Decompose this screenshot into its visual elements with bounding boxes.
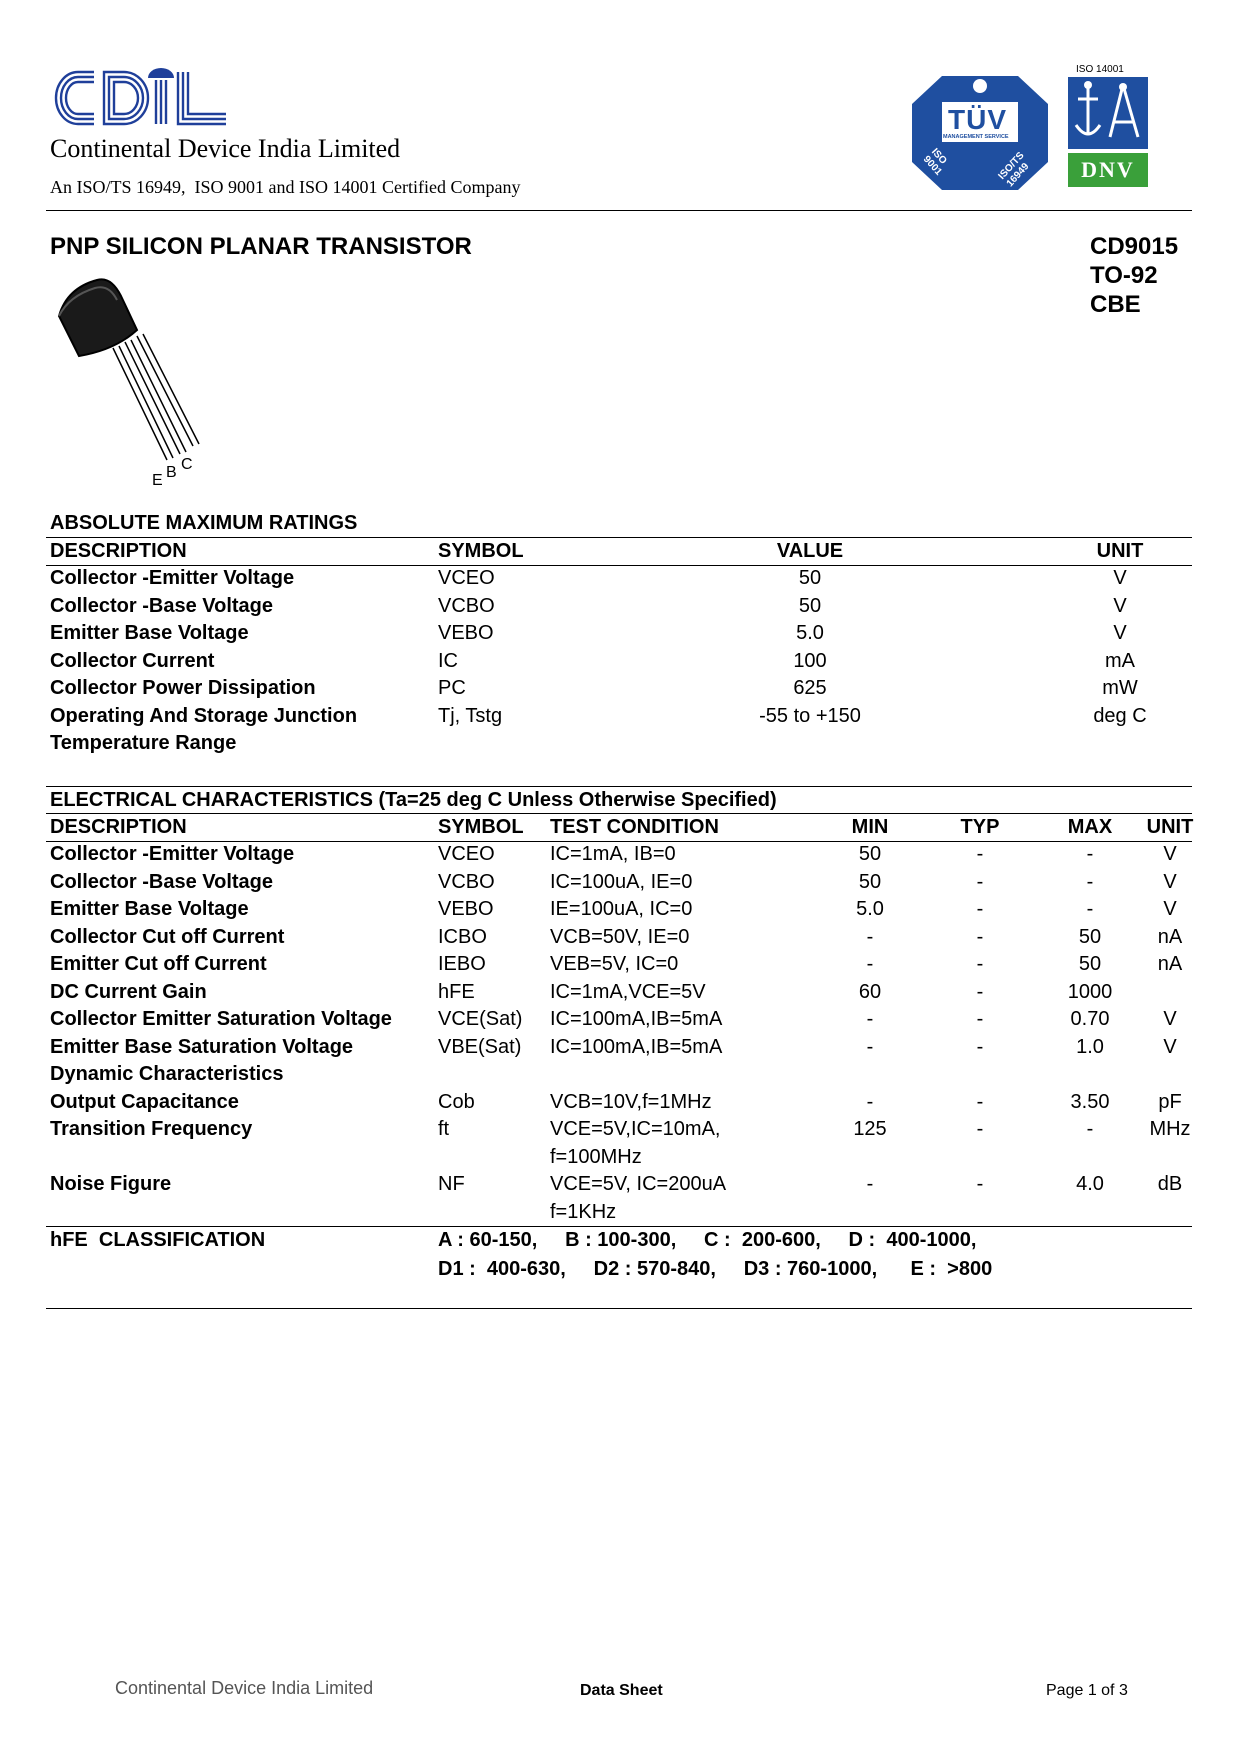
table-row xyxy=(50,1063,1190,1091)
pin-label-e: E xyxy=(152,472,163,489)
cell-unit: pF xyxy=(1158,1090,1182,1113)
cell-unit: V xyxy=(1163,843,1177,865)
cell-value: 50 xyxy=(798,567,822,589)
col-test-condition: TEST CONDITION xyxy=(550,816,719,838)
cell-unit: dB xyxy=(1157,1173,1183,1195)
elec-header-rule xyxy=(46,841,1192,842)
cell-test-condition: f=100MHz xyxy=(550,1145,642,1168)
cell-test-condition: IC=100mA,IB=5mA xyxy=(550,1035,723,1058)
cell-typ: - xyxy=(976,1173,984,1195)
hfe-label: hFE CLASSIFICATION xyxy=(50,1229,266,1251)
tuv-iso-right: ISO/TS 16949 xyxy=(996,150,1032,190)
cell-description: Collector -Base Voltage xyxy=(50,870,274,893)
cell-symbol: VCEO xyxy=(438,843,495,865)
cell-test-condition: IE=100uA, IC=0 xyxy=(550,898,693,920)
cell-value: -55 to +150 xyxy=(759,704,861,727)
elec-top-rule xyxy=(46,786,1192,787)
cell-description: Collector -Emitter Voltage xyxy=(50,567,295,589)
col-max: MAX xyxy=(1067,816,1113,838)
cell-symbol: PC xyxy=(438,677,466,699)
product-title: PNP SILICON PLANAR TRANSISTOR xyxy=(50,233,472,260)
table-row xyxy=(50,1091,1190,1119)
cell-min: - xyxy=(866,1173,874,1195)
cell-test-condition: IC=100mA,IB=5mA xyxy=(550,1008,723,1030)
cell-min: 5.0 xyxy=(856,898,884,920)
elec-header-row xyxy=(50,816,1194,844)
col-unit: UNIT xyxy=(1146,816,1194,838)
cell-typ: - xyxy=(976,1118,984,1140)
cell-typ: - xyxy=(976,953,984,975)
cell-test-condition: VEB=5V, IC=0 xyxy=(550,953,679,975)
elec-title-rule xyxy=(46,813,1192,814)
company-name: Continental Device India Limited xyxy=(50,134,401,163)
tuv-text: TÜV xyxy=(948,104,1007,135)
cell-unit: nA xyxy=(1157,925,1183,948)
dnv-text: DNV xyxy=(1081,157,1135,182)
iso14001-label: ISO 14001 xyxy=(1076,64,1124,75)
hfe-bottom-rule xyxy=(46,1308,1192,1309)
cell-max: 50 xyxy=(1078,953,1102,975)
cell-description: Collector Power Dissipation xyxy=(50,677,316,699)
cell-symbol: VCEO xyxy=(438,567,495,589)
cell-min: 60 xyxy=(858,980,882,1003)
cell-test-condition: VCE=5V, IC=200uA xyxy=(550,1173,727,1195)
cell-description: Collector Current xyxy=(50,649,215,672)
cell-symbol: Cob xyxy=(438,1090,475,1113)
cell-max: 1.0 xyxy=(1076,1035,1104,1058)
cell-description: Collector Emitter Saturation Voltage xyxy=(50,1008,392,1030)
table-row xyxy=(50,595,1190,623)
cell-max: 1000 xyxy=(1067,980,1113,1003)
cell-max: 3.50 xyxy=(1070,1090,1110,1113)
cell-description: Noise Figure xyxy=(50,1173,172,1195)
cell-max: - xyxy=(1086,870,1094,893)
cell-unit: V xyxy=(1163,898,1177,920)
hfe-line-2: D1 : 400-630, D2 : 570-840, D3 : 760-1000, E : >800 xyxy=(438,1258,993,1280)
cell-max: - xyxy=(1086,898,1094,920)
abs-max-title: ABSOLUTE MAXIMUM RATINGS xyxy=(50,512,358,534)
cell-symbol: hFE xyxy=(438,980,475,1003)
col-description: DESCRIPTION xyxy=(50,540,187,562)
table-row xyxy=(50,705,1190,733)
table-row xyxy=(50,898,1190,926)
table-row xyxy=(50,567,1190,595)
cell-typ: - xyxy=(976,980,984,1003)
tuv-sub: MANAGEMENT SERVICE xyxy=(943,134,1009,140)
col-symbol: SYMBOL xyxy=(438,540,524,562)
cell-description: Output Capacitance xyxy=(50,1090,239,1113)
cell-unit: deg C xyxy=(1093,704,1147,727)
header-divider xyxy=(46,210,1192,211)
cell-min: - xyxy=(866,1035,874,1058)
table-row xyxy=(50,1173,1190,1201)
cell-symbol: IC xyxy=(438,649,458,672)
cell-min: - xyxy=(866,925,874,948)
cell-test-condition: f=1KHz xyxy=(550,1200,617,1223)
abs-max-header-row xyxy=(50,540,1190,568)
cell-description: Collector -Emitter Voltage xyxy=(50,843,295,865)
cell-description: Collector -Base Voltage xyxy=(50,594,274,617)
cell-test-condition: VCB=50V, IE=0 xyxy=(550,925,690,948)
cell-description: Collector Cut off Current xyxy=(50,925,285,948)
cell-description: Temperature Range xyxy=(50,732,237,754)
cell-unit: V xyxy=(1163,1035,1177,1058)
cell-symbol: NF xyxy=(438,1173,465,1195)
cell-description: Transition Frequency xyxy=(50,1118,253,1140)
hfe-line-1: A : 60-150, B : 100-300, C : 200-600, D : 400-1000, xyxy=(438,1229,977,1251)
cell-test-condition: IC=1mA,VCE=5V xyxy=(550,980,706,1003)
cell-symbol: IEBO xyxy=(438,953,486,975)
cell-min: 125 xyxy=(853,1118,887,1140)
cell-test-condition: VCB=10V,f=1MHz xyxy=(550,1090,712,1113)
cell-description: Emitter Cut off Current xyxy=(50,953,267,975)
cell-min: - xyxy=(866,1008,874,1030)
col-typ: TYP xyxy=(960,816,1000,838)
footer-company: Continental Device India Limited xyxy=(115,1678,374,1698)
elec-title: ELECTRICAL CHARACTERISTICS (Ta=25 deg C Unless Otherwise Specified) xyxy=(50,789,777,811)
cell-max: 4.0 xyxy=(1076,1173,1104,1195)
cell-value: 50 xyxy=(798,594,822,617)
cell-value: 5.0 xyxy=(796,622,824,644)
abs-max-header-rule xyxy=(46,565,1192,566)
cell-test-condition: IC=1mA, IB=0 xyxy=(550,843,676,865)
cell-typ: - xyxy=(976,1008,984,1030)
table-row xyxy=(50,871,1190,899)
cell-typ: - xyxy=(976,1090,984,1113)
cell-symbol: ft xyxy=(438,1118,450,1140)
footer-page: Page 1 of 3 xyxy=(1046,1682,1128,1699)
cell-symbol: VCBO xyxy=(438,870,495,893)
cell-unit: MHz xyxy=(1149,1118,1191,1140)
table-row xyxy=(50,1008,1190,1036)
cell-symbol: ICBO xyxy=(438,925,487,948)
col-description: DESCRIPTION xyxy=(50,816,187,838)
abs-max-top-rule xyxy=(46,537,1192,538)
cell-value: 625 xyxy=(793,677,827,699)
col-unit: UNIT xyxy=(1096,540,1144,562)
cell-min: 50 xyxy=(858,870,882,893)
cdil-logo xyxy=(52,66,232,130)
cell-min: - xyxy=(866,953,874,975)
table-row xyxy=(50,1036,1190,1064)
cell-typ: - xyxy=(976,925,984,948)
cell-min: 50 xyxy=(858,843,882,865)
tuv-iso-left: ISO 9001 xyxy=(920,146,949,178)
cell-symbol: VEBO xyxy=(438,898,494,920)
dnv-badge xyxy=(1068,77,1148,187)
cell-unit: V xyxy=(1113,567,1127,589)
cell-description: Emitter Base Saturation Voltage xyxy=(50,1035,354,1058)
cell-unit: nA xyxy=(1157,953,1183,975)
tuv-certification-badge xyxy=(912,74,1048,192)
cell-description: DC Current Gain xyxy=(50,980,207,1003)
col-symbol: SYMBOL xyxy=(438,816,524,838)
cell-unit: V xyxy=(1113,594,1127,617)
cell-description: Operating And Storage Junction xyxy=(50,704,358,727)
cell-typ: - xyxy=(976,898,984,920)
cell-unit: V xyxy=(1163,870,1177,893)
table-row xyxy=(50,732,1190,760)
pin-label-b: B xyxy=(166,464,177,481)
cell-typ: - xyxy=(976,843,984,865)
table-row xyxy=(50,1201,1190,1229)
certification-line: An ISO/TS 16949, ISO 9001 and ISO 14001 Certified Company xyxy=(50,177,521,197)
cell-typ: - xyxy=(976,1035,984,1058)
cell-description: Emitter Base Voltage xyxy=(50,622,249,644)
table-row xyxy=(50,953,1190,981)
col-value: VALUE xyxy=(776,540,844,562)
part-number: CD9015 xyxy=(1090,233,1179,260)
table-row xyxy=(50,1118,1190,1146)
table-row xyxy=(50,981,1190,1009)
pinout: CBE xyxy=(1090,291,1141,318)
table-row xyxy=(50,650,1190,678)
cell-value: 100 xyxy=(793,649,827,672)
cell-min: - xyxy=(866,1090,874,1113)
cell-symbol: VEBO xyxy=(438,622,494,644)
cell-max: - xyxy=(1086,843,1094,865)
package-type: TO-92 xyxy=(1090,262,1158,289)
cell-symbol: VCBO xyxy=(438,594,495,617)
cell-unit: V xyxy=(1113,622,1127,644)
cell-unit: mW xyxy=(1102,677,1138,699)
table-row xyxy=(50,843,1190,871)
cell-unit: mA xyxy=(1105,649,1135,672)
cell-description: Emitter Base Voltage xyxy=(50,898,249,920)
cell-description: Dynamic Characteristics xyxy=(50,1063,284,1085)
table-row xyxy=(50,926,1190,954)
table-row xyxy=(50,677,1190,705)
cell-symbol: Tj, Tstg xyxy=(438,704,503,727)
hfe-top-rule xyxy=(46,1226,1192,1227)
cell-test-condition: IC=100uA, IE=0 xyxy=(550,870,693,893)
cell-max: - xyxy=(1086,1118,1094,1140)
pin-label-c: C xyxy=(181,456,193,473)
col-min: MIN xyxy=(851,816,889,838)
cell-max: 50 xyxy=(1078,925,1102,948)
table-row xyxy=(50,1146,1190,1174)
cell-test-condition: VCE=5V,IC=10mA, xyxy=(550,1118,721,1140)
cell-typ: - xyxy=(976,870,984,893)
cell-symbol: VBE(Sat) xyxy=(438,1035,522,1058)
cell-symbol: VCE(Sat) xyxy=(438,1008,523,1030)
footer-center: Data Sheet xyxy=(580,1682,663,1699)
table-row xyxy=(50,622,1190,650)
cell-max: 0.70 xyxy=(1070,1008,1110,1030)
cell-unit: V xyxy=(1163,1008,1177,1030)
